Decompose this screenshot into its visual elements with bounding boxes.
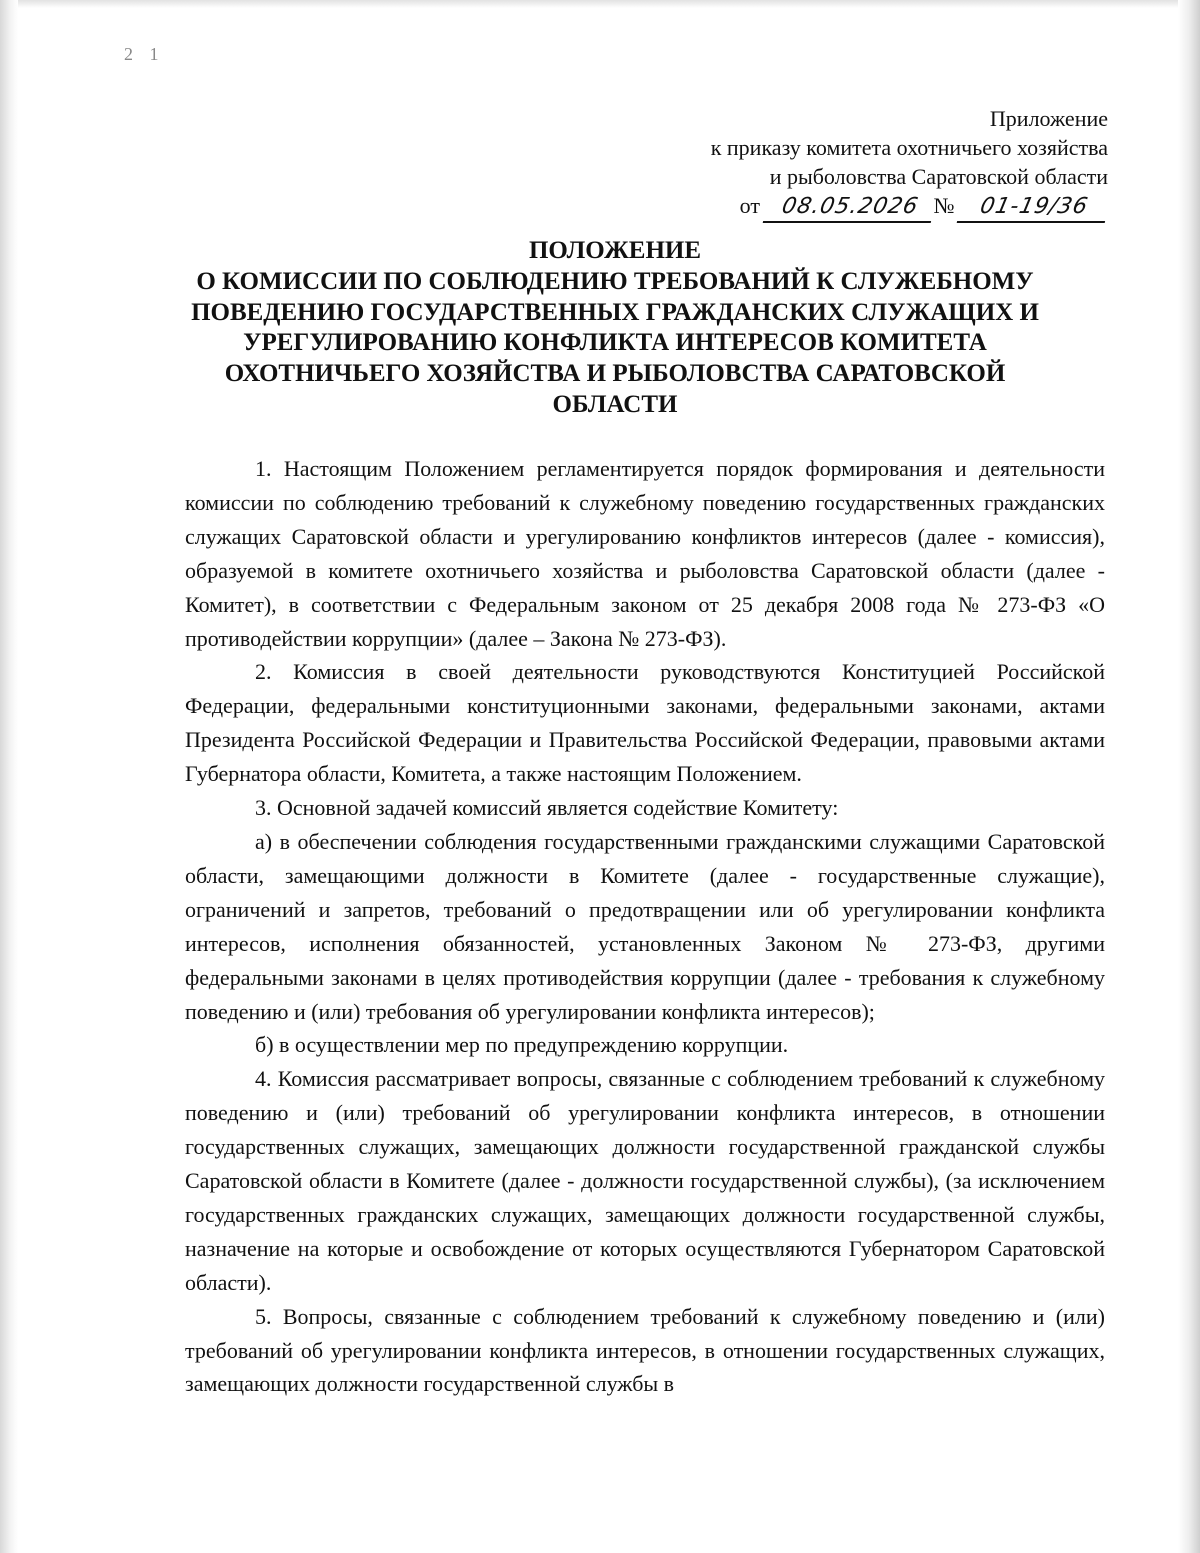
- title-line-5: ОХОТНИЧЬЕГО ХОЗЯЙСТВА И РЫБОЛОВСТВА САРАТОВСКОЙ: [224, 360, 1006, 388]
- title-line-6: ОБЛАСТИ: [552, 390, 678, 418]
- paragraph-3: 3. Основной задачей комиссий является содействие Комитету:: [255, 795, 839, 821]
- approval-line-3: и рыболовства Саратовской области: [769, 164, 1108, 189]
- title-line-2: О КОМИССИИ ПО СОБЛЮДЕНИЮ ТРЕБОВАНИЙ К СЛУЖЕБНОМУ: [196, 267, 1034, 295]
- approval-number: 01-19/36: [957, 192, 1112, 223]
- approval-number-label: №: [933, 193, 955, 218]
- approval-date-line: [711, 191, 1108, 223]
- title-line-3: ПОВЕДЕНИЮ ГОСУДАРСТВЕННЫХ ГРАЖДАНСКИХ СЛУЖАЩИХ И: [191, 298, 1039, 326]
- scan-edge-top: [0, 0, 1200, 8]
- document-title: [150, 236, 1080, 421]
- document-body: [185, 452, 1105, 1401]
- page-mark: 2 1: [124, 44, 165, 64]
- paragraph-3b: б) в осуществлении мер по предупреждению коррупции.: [255, 1032, 789, 1058]
- paragraph-4: 4. Комиссия рассматривает вопросы, связанные с соблюдением требований к служебному поведению и (или) требований об урегулировании конфликта интересов, в отношении государственных служащих, замещающих должности государственной гражданской службы Саратовской области в Комитете (далее - должности государственной службы), (за исключением государственных гражданских служащих, замещающих должности государственной службы, назначение на которые и освобождение от которых осуществляются Губернатором Саратовской области).: [185, 1066, 1105, 1295]
- approval-line-2: к приказу комитета охотничьего хозяйства: [710, 135, 1108, 160]
- approval-date: 08.05.2026: [762, 192, 937, 223]
- scan-edge-right: [1178, 0, 1200, 1553]
- approval-line-1: Приложение: [989, 106, 1108, 131]
- paragraph-1: 1. Настоящим Положением регламентируется порядок формирования и деятельности комиссии по соблюдению требований к служебному поведению государственных гражданских служащих Саратовской области и урегулированию конфликтов интересов (далее - комиссия), образуемой в комитете охотничьего хозяйства и рыболовства Саратовской области (далее - Комитет), в соответствии с Федеральным законом от 25 декабря 2008 года № 273-ФЗ «О противодействии коррупции» (далее – Закона № 273-ФЗ).: [185, 456, 1105, 651]
- paragraph-2: 2. Комиссия в своей деятельности руководствуются Конституцией Российской Федерации, федеральными конституционными законами, федеральными законами, актами Президента Российской Федерации и Правительства Российской Федерации, правовыми актами Губернатора области, Комитета, а также настоящим Положением.: [185, 659, 1105, 787]
- approval-from-label: от: [739, 193, 760, 218]
- scan-edge-left: [0, 0, 18, 1553]
- paragraph-5: 5. Вопросы, связанные с соблюдением требований к служебному поведению и (или) требований об урегулировании конфликта интересов, в отношении государственных служащих, замещающих должности государственной службы в: [185, 1303, 1105, 1397]
- title-line-1: ПОЛОЖЕНИЕ: [528, 237, 702, 264]
- approval-block: [711, 104, 1108, 223]
- paragraph-3a: а) в обеспечении соблюдения государственными гражданскими служащими Саратовской области, замещающими должности в Комитете (далее - государственные служащие), ограничений и запретов, требований о предотвращении или об урегулировании конфликта интересов, исполнения обязанностей, установленных Законом № 273-ФЗ, другими федеральными законами в целях противодействия коррупции (далее - требования к служебному поведению и (или) требования об урегулировании конфликта интересов);: [185, 828, 1105, 1024]
- title-line-4: УРЕГУЛИРОВАНИЮ КОНФЛИКТА ИНТЕРЕСОВ КОМИТЕТА: [243, 329, 987, 357]
